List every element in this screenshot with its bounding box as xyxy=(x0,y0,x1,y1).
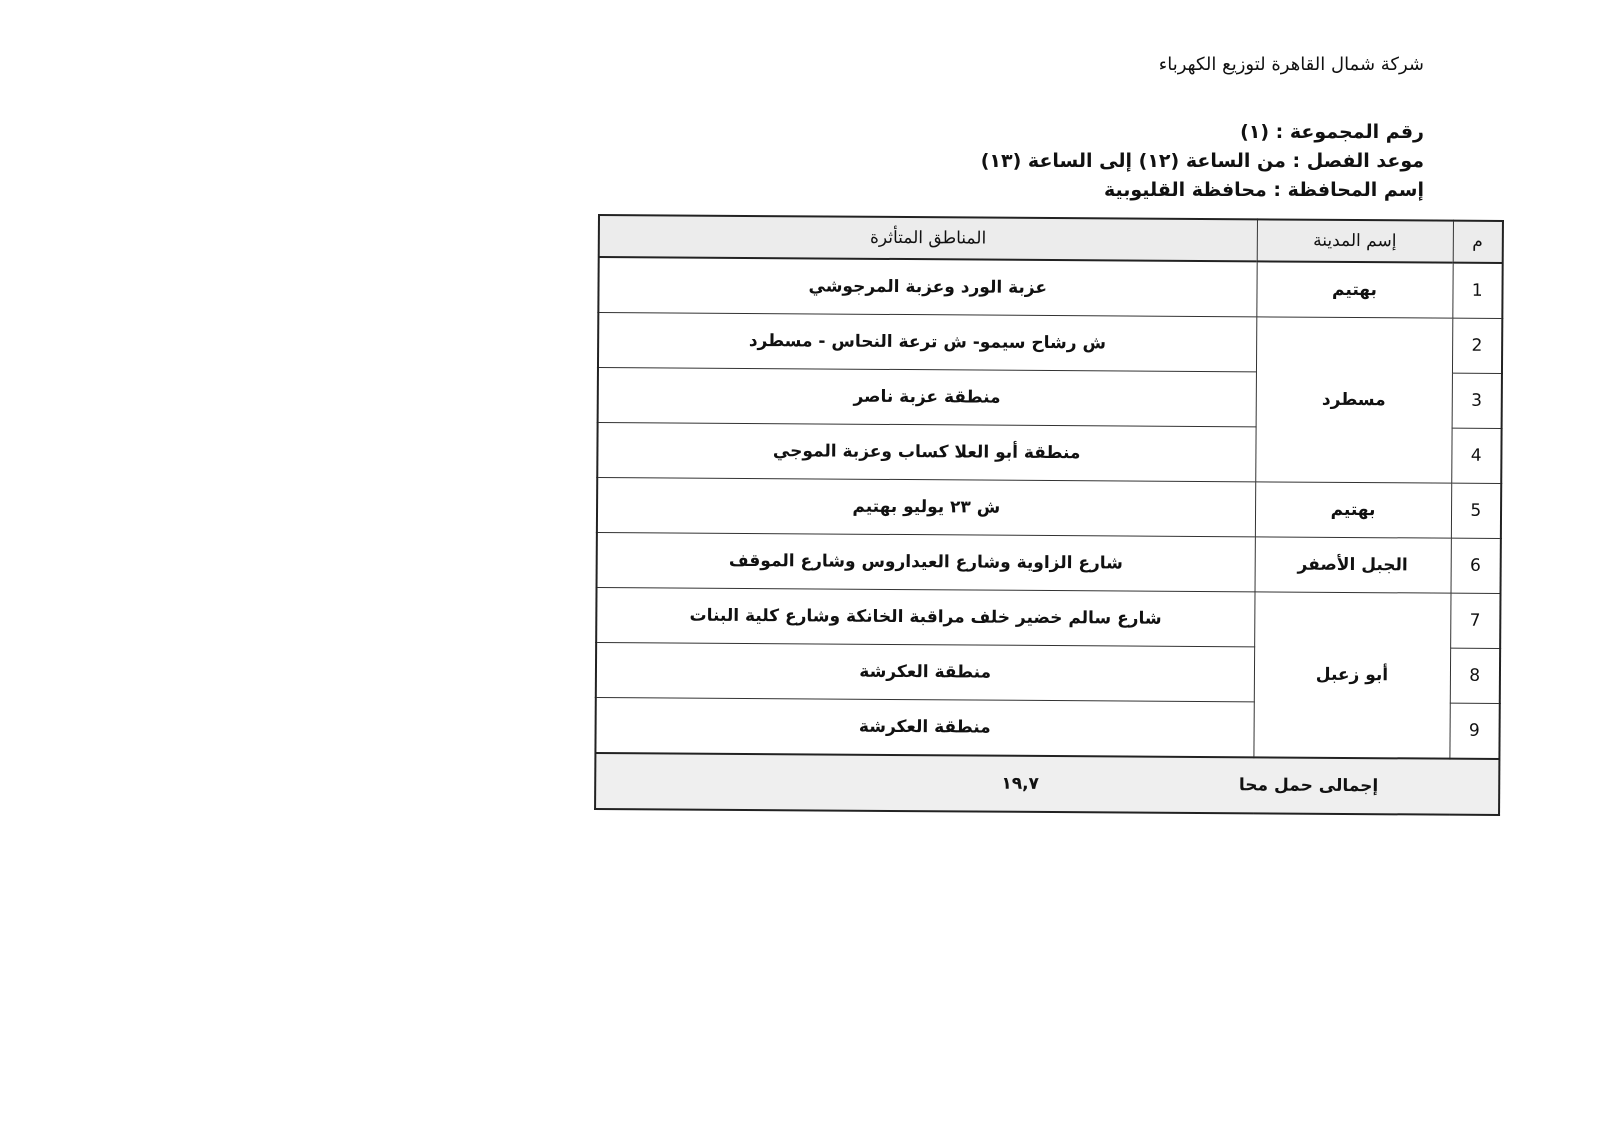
header-city: إسم المدينة xyxy=(1257,219,1453,262)
row-area: عزبة الورد وعزبة المرجوشي xyxy=(598,257,1256,317)
company-name: شركة شمال القاهرة لتوزيع الكهرباء xyxy=(1158,54,1424,75)
row-area: منطقة أبو العلا كساب وعزبة الموجي xyxy=(597,423,1255,482)
row-area: منطقة العكرشة xyxy=(596,642,1254,701)
table-row xyxy=(596,587,1500,648)
row-city: أبو زعبل xyxy=(1253,592,1450,759)
row-num: 1 xyxy=(1452,263,1502,319)
row-area: ش رشاح سيمو- ش ترعة النحاس - مسطرد xyxy=(598,313,1256,372)
table-row xyxy=(597,478,1501,539)
cut-table-container xyxy=(594,214,1504,816)
document-meta xyxy=(981,118,1424,205)
table-header-row xyxy=(599,215,1503,263)
table-row xyxy=(597,532,1501,593)
header-num: م xyxy=(1453,221,1503,263)
governorate-name: إسم المحافظة : محافظة القليوبية xyxy=(1103,179,1424,201)
total-row xyxy=(595,753,1499,815)
row-num: 3 xyxy=(1452,373,1502,428)
cut-schedule: موعد الفصل : من الساعة (١٢) إلى الساعة (١٣) xyxy=(980,150,1424,172)
table-row xyxy=(598,257,1502,318)
row-area: منطقة العكرشة xyxy=(595,697,1253,757)
row-city: بهتيم xyxy=(1255,482,1451,538)
group-number: رقم المجموعة : (١) xyxy=(1240,121,1424,143)
power-cut-table xyxy=(594,214,1504,816)
table-row xyxy=(598,313,1502,374)
row-city: بهتيم xyxy=(1256,261,1452,318)
total-label: إجمالى حمل محا xyxy=(1238,775,1379,797)
row-num: 5 xyxy=(1451,483,1501,538)
row-num: 4 xyxy=(1451,428,1501,483)
row-city: مسطرد xyxy=(1255,317,1452,483)
row-num: 7 xyxy=(1450,593,1500,648)
row-num: 6 xyxy=(1451,538,1501,593)
total-cell xyxy=(595,753,1499,815)
row-num: 2 xyxy=(1452,318,1502,373)
row-area: شارع سالم خضير خلف مراقبة الخانكة وشارع كلية البنات xyxy=(596,587,1254,646)
row-area: شارع الزاوية وشارع العيداروس وشارع الموقف xyxy=(597,532,1255,591)
row-area: منطقة عزبة ناصر xyxy=(598,368,1256,427)
row-city: الجبل الأصفر xyxy=(1255,537,1451,593)
total-value: ١٩,٧ xyxy=(1001,773,1040,794)
row-num: 8 xyxy=(1450,648,1500,703)
row-area: ش ٢٣ يوليو بهتيم xyxy=(597,478,1255,537)
header-areas: المناطق المتأثرة xyxy=(599,215,1257,261)
row-num: 9 xyxy=(1449,703,1499,759)
